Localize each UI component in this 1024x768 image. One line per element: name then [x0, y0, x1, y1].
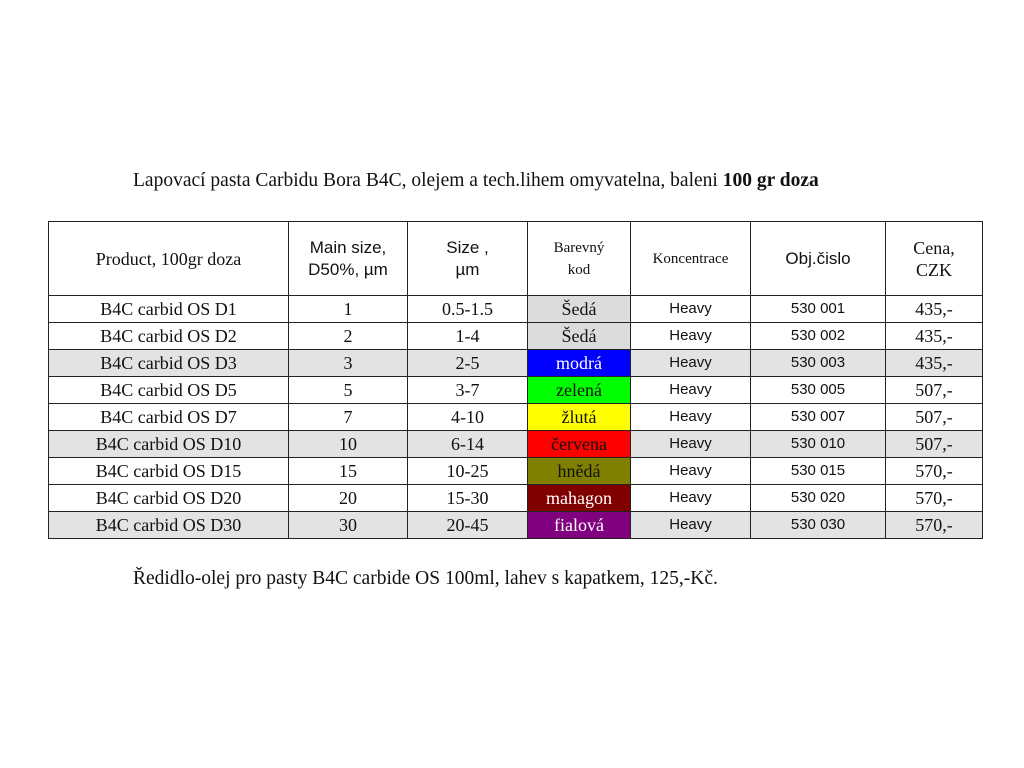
cell-price: 507,-	[886, 377, 983, 404]
table-row	[49, 296, 983, 323]
cell-size: 1-4	[408, 323, 528, 350]
cell-price: 570,-	[886, 485, 983, 512]
header-order-number: Obj.čislo	[751, 222, 886, 296]
table-row	[49, 404, 983, 431]
header-concentration: Koncentrace	[631, 222, 751, 296]
cell-price: 507,-	[886, 404, 983, 431]
cell-color-code: mahagon	[528, 485, 631, 512]
cell-product: B4C carbid OS D10	[49, 431, 289, 458]
cell-color-code: hnědá	[528, 458, 631, 485]
cell-price: 435,-	[886, 350, 983, 377]
table-header-row	[49, 222, 983, 296]
cell-color-code: žlutá	[528, 404, 631, 431]
cell-order-number: 530 002	[751, 323, 886, 350]
cell-concentration: Heavy	[631, 512, 751, 539]
cell-product: B4C carbid OS D7	[49, 404, 289, 431]
cell-color-code: modrá	[528, 350, 631, 377]
cell-product: B4C carbid OS D20	[49, 485, 289, 512]
cell-order-number: 530 005	[751, 377, 886, 404]
cell-main-size: 2	[289, 323, 408, 350]
cell-order-number: 530 020	[751, 485, 886, 512]
cell-order-number: 530 010	[751, 431, 886, 458]
cell-size: 3-7	[408, 377, 528, 404]
table-row	[49, 431, 983, 458]
cell-concentration: Heavy	[631, 350, 751, 377]
cell-price: 435,-	[886, 323, 983, 350]
table-row	[49, 377, 983, 404]
cell-size: 0.5-1.5	[408, 296, 528, 323]
cell-product: B4C carbid OS D3	[49, 350, 289, 377]
cell-main-size: 7	[289, 404, 408, 431]
cell-price: 570,-	[886, 512, 983, 539]
cell-main-size: 3	[289, 350, 408, 377]
cell-price: 570,-	[886, 458, 983, 485]
cell-size: 20-45	[408, 512, 528, 539]
cell-main-size: 1	[289, 296, 408, 323]
header-main-size: Main size, D50%, µm	[289, 222, 408, 296]
cell-product: B4C carbid OS D2	[49, 323, 289, 350]
cell-concentration: Heavy	[631, 458, 751, 485]
cell-concentration: Heavy	[631, 485, 751, 512]
cell-color-code: fialová	[528, 512, 631, 539]
cell-size: 15-30	[408, 485, 528, 512]
cell-size: 6-14	[408, 431, 528, 458]
header-product: Product, 100gr doza	[49, 222, 289, 296]
cell-concentration: Heavy	[631, 431, 751, 458]
cell-concentration: Heavy	[631, 377, 751, 404]
cell-product: B4C carbid OS D15	[49, 458, 289, 485]
cell-order-number: 530 015	[751, 458, 886, 485]
cell-color-code: Šedá	[528, 323, 631, 350]
table-row	[49, 458, 983, 485]
price-table	[48, 221, 983, 539]
cell-product: B4C carbid OS D5	[49, 377, 289, 404]
cell-order-number: 530 007	[751, 404, 886, 431]
cell-color-code: Šedá	[528, 296, 631, 323]
cell-concentration: Heavy	[631, 323, 751, 350]
header-size: Size , µm	[408, 222, 528, 296]
table-row	[49, 512, 983, 539]
cell-price: 435,-	[886, 296, 983, 323]
cell-main-size: 10	[289, 431, 408, 458]
cell-color-code: červena	[528, 431, 631, 458]
header-price: Cena, CZK	[886, 222, 983, 296]
cell-main-size: 30	[289, 512, 408, 539]
header-color-code: Barevný kod	[528, 222, 631, 296]
cell-product: B4C carbid OS D1	[49, 296, 289, 323]
cell-main-size: 5	[289, 377, 408, 404]
table-row	[49, 350, 983, 377]
cell-size: 4-10	[408, 404, 528, 431]
cell-order-number: 530 003	[751, 350, 886, 377]
cell-size: 10-25	[408, 458, 528, 485]
document-heading	[133, 170, 819, 192]
cell-color-code: zelená	[528, 377, 631, 404]
cell-concentration: Heavy	[631, 404, 751, 431]
heading-text: Lapovací pasta Carbidu Bora B4C, olejem a tech.lihem omyvatelna, baleni	[133, 170, 723, 191]
cell-concentration: Heavy	[631, 296, 751, 323]
table-row	[49, 485, 983, 512]
cell-product: B4C carbid OS D30	[49, 512, 289, 539]
cell-order-number: 530 030	[751, 512, 886, 539]
cell-price: 507,-	[886, 431, 983, 458]
cell-order-number: 530 001	[751, 296, 886, 323]
cell-main-size: 15	[289, 458, 408, 485]
footer-note: Ředidlo-olej pro pasty B4C carbide OS 100ml, lahev s kapatkem, 125,-Kč.	[133, 568, 718, 589]
table-row	[49, 323, 983, 350]
cell-size: 2-5	[408, 350, 528, 377]
cell-main-size: 20	[289, 485, 408, 512]
heading-package-size: 100 gr doza	[722, 170, 819, 191]
